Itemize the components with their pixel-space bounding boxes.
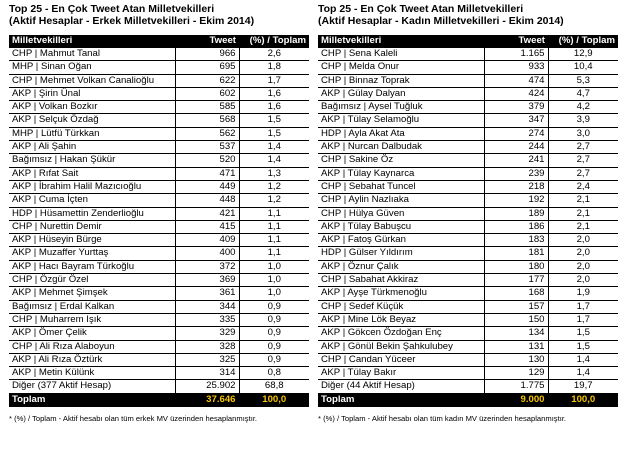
percent-cell: 2,0 [548, 260, 618, 273]
table-row [318, 114, 618, 127]
table-row [318, 313, 618, 326]
tweet-count-cell: 328 [175, 340, 239, 353]
mp-name-cell: Diğer (377 Aktif Hesap) [9, 380, 175, 393]
percent-cell: 3,9 [548, 114, 618, 127]
percent-cell: 68,8 [239, 380, 309, 393]
table-row [9, 380, 309, 393]
mp-name-cell: AKP | Ömer Çelik [9, 327, 175, 340]
percent-cell: 2,7 [548, 141, 618, 154]
percent-cell: 1,4 [239, 141, 309, 154]
table-row [318, 274, 618, 287]
mp-name-cell: HDP | Hüsamettin Zenderlioğlu [9, 207, 175, 220]
table-row [9, 234, 309, 247]
table-row [9, 87, 309, 100]
tweet-count-cell: 562 [175, 127, 239, 140]
table-row [9, 101, 309, 114]
footnote: * (%) / Toplam - Aktif hesabı olan tüm erkek MV üzerinden hesaplanmıştır. [9, 413, 258, 423]
tweet-count-cell: 244 [484, 141, 548, 154]
mp-name-cell: CHP | Sabahat Akkiraz [318, 274, 484, 287]
table-row [9, 340, 309, 353]
tweet-count-cell: 239 [484, 167, 548, 180]
percent-cell: 1,2 [239, 194, 309, 207]
percent-cell: 2,0 [548, 247, 618, 260]
table-row [318, 247, 618, 260]
table-row [318, 194, 618, 207]
percent-cell: 0,9 [239, 300, 309, 313]
tweet-count-cell: 25.902 [175, 380, 239, 393]
table-row [318, 101, 618, 114]
percent-cell: 1,5 [239, 127, 309, 140]
table-row [318, 380, 618, 393]
percent-cell: 1,1 [239, 247, 309, 260]
table-row [9, 260, 309, 273]
tweet-count-cell: 177 [484, 274, 548, 287]
table-row [9, 141, 309, 154]
tweet-count-cell: 424 [484, 87, 548, 100]
percent-cell: 2,1 [548, 194, 618, 207]
total-percent: 100,0 [548, 393, 618, 407]
tweet-count-cell: 409 [175, 234, 239, 247]
tweet-count-cell: 602 [175, 87, 239, 100]
percent-cell: 10,4 [548, 61, 618, 74]
percent-cell: 2,1 [548, 207, 618, 220]
percent-cell: 1,5 [548, 327, 618, 340]
table-row [318, 287, 618, 300]
tweet-count-cell: 933 [484, 61, 548, 74]
table-row [9, 313, 309, 326]
percent-cell: 0,9 [239, 313, 309, 326]
mp-name-cell: CHP | Sedef Küçük [318, 300, 484, 313]
percent-cell: 1,1 [239, 234, 309, 247]
tweet-count-cell: 347 [484, 114, 548, 127]
tweet-count-cell: 471 [175, 167, 239, 180]
percent-cell: 1,1 [239, 220, 309, 233]
tweet-count-cell: 189 [484, 207, 548, 220]
tweet-count-cell: 568 [175, 114, 239, 127]
table-row [9, 274, 309, 287]
tweet-count-cell: 1.165 [484, 48, 548, 61]
table-row [9, 127, 309, 140]
mp-name-cell: MHP | Sinan Oğan [9, 61, 175, 74]
mp-name-cell: Bağımsız | Hakan Şükür [9, 154, 175, 167]
header-tweet: Tweet [484, 35, 548, 48]
mp-name-cell: AKP | Gönül Bekin Şahkulubey [318, 340, 484, 353]
tweet-count-cell: 335 [175, 313, 239, 326]
mp-name-cell: AKP | Ali Şahin [9, 141, 175, 154]
tweet-count-cell: 361 [175, 287, 239, 300]
tweet-count-cell: 150 [484, 313, 548, 326]
percent-cell: 19,7 [548, 380, 618, 393]
percent-cell: 1,3 [239, 167, 309, 180]
table-row [9, 194, 309, 207]
tweet-count-cell: 421 [175, 207, 239, 220]
tweet-count-cell: 695 [175, 61, 239, 74]
female-mp-table [318, 35, 618, 407]
percent-cell: 2,7 [548, 167, 618, 180]
mp-name-cell: AKP | Cuma İçten [9, 194, 175, 207]
table-row [318, 353, 618, 366]
mp-name-cell: Bağımsız | Aysel Tuğluk [318, 101, 484, 114]
tweet-count-cell: 379 [484, 101, 548, 114]
mp-name-cell: CHP | Nurettin Demir [9, 220, 175, 233]
mp-name-cell: HDP | Ayla Akat Ata [318, 127, 484, 140]
table-row [9, 207, 309, 220]
percent-cell: 1,7 [239, 74, 309, 87]
tweet-count-cell: 1.775 [484, 380, 548, 393]
tweet-count-cell: 585 [175, 101, 239, 114]
table-header-row [9, 35, 309, 48]
mp-name-cell: AKP | Rıfat Sait [9, 167, 175, 180]
mp-name-cell: AKP | Öznur Çalık [318, 260, 484, 273]
table-row [9, 353, 309, 366]
percent-cell: 2,6 [239, 48, 309, 61]
tweet-count-cell: 180 [484, 260, 548, 273]
table-row [318, 220, 618, 233]
percent-cell: 1,6 [239, 87, 309, 100]
percent-cell: 1,2 [239, 180, 309, 193]
mp-name-cell: AKP | Tülay Kaynarca [318, 167, 484, 180]
tweet-count-cell: 314 [175, 367, 239, 380]
percent-cell: 1,9 [548, 287, 618, 300]
tweet-count-cell: 131 [484, 340, 548, 353]
percent-cell: 1,7 [548, 300, 618, 313]
mp-name-cell: AKP | Mine Lök Beyaz [318, 313, 484, 326]
mp-name-cell: AKP | Hacı Bayram Türkoğlu [9, 260, 175, 273]
percent-cell: 1,0 [239, 260, 309, 273]
tweet-count-cell: 134 [484, 327, 548, 340]
tweet-count-cell: 129 [484, 367, 548, 380]
tweet-count-cell: 130 [484, 353, 548, 366]
mp-name-cell: CHP | Sakine Öz [318, 154, 484, 167]
mp-name-cell: CHP | Mehmet Volkan Canalioğlu [9, 74, 175, 87]
table-row [318, 127, 618, 140]
percent-cell: 5,3 [548, 74, 618, 87]
table-header-row [318, 35, 618, 48]
mp-name-cell: AKP | Ali Rıza Öztürk [9, 353, 175, 366]
percent-cell: 1,4 [239, 154, 309, 167]
mp-name-cell: AKP | Volkan Bozkır [9, 101, 175, 114]
panel-subtitle: (Aktif Hesaplar - Kadın Milletvekilleri - Ekim 2014) [318, 15, 564, 27]
mp-name-cell: CHP | Aylin Nazlıaka [318, 194, 484, 207]
male-mp-table [9, 35, 309, 407]
table-row [9, 367, 309, 380]
table-row [9, 114, 309, 127]
total-row [318, 393, 618, 407]
table-row [318, 300, 618, 313]
table-row [9, 327, 309, 340]
percent-cell: 2,4 [548, 180, 618, 193]
table-row [318, 48, 618, 61]
total-label: Toplam [318, 393, 484, 407]
tweet-count-cell: 400 [175, 247, 239, 260]
header-tweet: Tweet [175, 35, 239, 48]
header-mps: Milletvekilleri [9, 35, 175, 48]
percent-cell: 0,9 [239, 353, 309, 366]
mp-name-cell: CHP | Muharrem Işık [9, 313, 175, 326]
mp-name-cell: HDP | Gülser Yıldırım [318, 247, 484, 260]
percent-cell: 2,0 [548, 234, 618, 247]
female-mp-panel [318, 3, 618, 424]
tweet-count-cell: 369 [175, 274, 239, 287]
mp-name-cell: AKP | Tülay Selamoğlu [318, 114, 484, 127]
percent-cell: 0,9 [239, 340, 309, 353]
mp-name-cell: AKP | Nurcan Dalbudak [318, 141, 484, 154]
table-row [318, 180, 618, 193]
male-mp-panel [9, 3, 309, 424]
tweet-count-cell: 325 [175, 353, 239, 366]
mp-name-cell: CHP | Sena Kaleli [318, 48, 484, 61]
percent-cell: 1,0 [239, 287, 309, 300]
tweet-count-cell: 344 [175, 300, 239, 313]
mp-name-cell: AKP | Fatoş Gürkan [318, 234, 484, 247]
mp-name-cell: AKP | Gökcen Özdoğan Enç [318, 327, 484, 340]
table-row [9, 167, 309, 180]
mp-name-cell: MHP | Lütfü Türkkan [9, 127, 175, 140]
table-row [318, 61, 618, 74]
mp-name-cell: AKP | Gülay Dalyan [318, 87, 484, 100]
mp-name-cell: CHP | Melda Onur [318, 61, 484, 74]
tweet-count-cell: 181 [484, 247, 548, 260]
percent-cell: 0,8 [239, 367, 309, 380]
table-row [9, 287, 309, 300]
panel-title: Top 25 - En Çok Tweet Atan Milletvekilleri [318, 3, 524, 15]
percent-cell: 0,9 [239, 327, 309, 340]
tweet-count-cell: 186 [484, 220, 548, 233]
tweet-count-cell: 474 [484, 74, 548, 87]
table-row [318, 74, 618, 87]
tweet-count-cell: 448 [175, 194, 239, 207]
tweet-count-cell: 372 [175, 260, 239, 273]
mp-name-cell: AKP | İbrahim Halil Mazıcıoğlu [9, 180, 175, 193]
tweet-count-cell: 183 [484, 234, 548, 247]
mp-name-cell: AKP | Tülay Babuşcu [318, 220, 484, 233]
mp-name-cell: Bağımsız | Erdal Kalkan [9, 300, 175, 313]
table-row [318, 367, 618, 380]
table-row [9, 74, 309, 87]
tweet-count-cell: 157 [484, 300, 548, 313]
percent-cell: 1,5 [239, 114, 309, 127]
mp-name-cell: CHP | Binnaz Toprak [318, 74, 484, 87]
total-tweet: 37.646 [175, 393, 239, 407]
header-percent: (%) / Toplam [239, 35, 309, 48]
mp-name-cell: AKP | Metin Külünk [9, 367, 175, 380]
percent-cell: 1,5 [548, 340, 618, 353]
mp-name-cell: CHP | Mahmut Tanal [9, 48, 175, 61]
tweet-count-cell: 622 [175, 74, 239, 87]
percent-cell: 3,0 [548, 127, 618, 140]
tweet-count-cell: 966 [175, 48, 239, 61]
percent-cell: 4,2 [548, 101, 618, 114]
percent-cell: 12,9 [548, 48, 618, 61]
footnote: * (%) / Toplam - Aktif hesabı olan tüm kadın MV üzerinden hesaplanmıştır. [318, 413, 567, 423]
tweet-count-cell: 241 [484, 154, 548, 167]
table-row [9, 180, 309, 193]
percent-cell: 1,8 [239, 61, 309, 74]
header-mps: Milletvekilleri [318, 35, 484, 48]
mp-name-cell: AKP | Tülay Bakır [318, 367, 484, 380]
mp-name-cell: CHP | Candan Yüceer [318, 353, 484, 366]
table-row [318, 167, 618, 180]
mp-name-cell: AKP | Muzaffer Yurttaş [9, 247, 175, 260]
percent-cell: 1,1 [239, 207, 309, 220]
percent-cell: 1,4 [548, 353, 618, 366]
mp-name-cell: CHP | Özgür Özel [9, 274, 175, 287]
tweet-count-cell: 520 [175, 154, 239, 167]
percent-cell: 1,7 [548, 313, 618, 326]
mp-name-cell: Diğer (44 Aktif Hesap) [318, 380, 484, 393]
tweet-count-cell: 274 [484, 127, 548, 140]
mp-name-cell: AKP | Hüseyin Bürge [9, 234, 175, 247]
percent-cell: 2,1 [548, 220, 618, 233]
tweet-count-cell: 415 [175, 220, 239, 233]
table-row [318, 340, 618, 353]
total-percent: 100,0 [239, 393, 309, 407]
percent-cell: 2,0 [548, 274, 618, 287]
mp-name-cell: CHP | Sebahat Tuncel [318, 180, 484, 193]
table-row [318, 327, 618, 340]
percent-cell: 4,7 [548, 87, 618, 100]
total-label: Toplam [9, 393, 175, 407]
tweet-count-cell: 218 [484, 180, 548, 193]
table-row [9, 48, 309, 61]
table-row [318, 141, 618, 154]
table-row [9, 220, 309, 233]
total-row [9, 393, 309, 407]
table-row [318, 234, 618, 247]
percent-cell: 1,6 [239, 101, 309, 114]
total-tweet: 9.000 [484, 393, 548, 407]
table-row [318, 87, 618, 100]
mp-name-cell: CHP | Hülya Güven [318, 207, 484, 220]
panel-subtitle: (Aktif Hesaplar - Erkek Milletvekilleri - Ekim 2014) [9, 15, 255, 27]
tweet-count-cell: 329 [175, 327, 239, 340]
table-row [9, 247, 309, 260]
table-row [9, 154, 309, 167]
tweet-count-cell: 449 [175, 180, 239, 193]
mp-name-cell: AKP | Şirin Ünal [9, 87, 175, 100]
percent-cell: 1,0 [239, 274, 309, 287]
tweet-count-cell: 537 [175, 141, 239, 154]
panel-title: Top 25 - En Çok Tweet Atan Milletvekilleri [9, 3, 215, 15]
percent-cell: 2,7 [548, 154, 618, 167]
header-percent: (%) / Toplam [548, 35, 618, 48]
table-row [318, 154, 618, 167]
mp-name-cell: AKP | Ayşe Türkmenoğlu [318, 287, 484, 300]
tweet-count-cell: 168 [484, 287, 548, 300]
percent-cell: 1,4 [548, 367, 618, 380]
table-row [9, 300, 309, 313]
mp-name-cell: AKP | Selçuk Özdağ [9, 114, 175, 127]
mp-name-cell: CHP | Ali Rıza Alaboyun [9, 340, 175, 353]
tweet-count-cell: 192 [484, 194, 548, 207]
mp-name-cell: AKP | Mehmet Şimşek [9, 287, 175, 300]
table-row [318, 207, 618, 220]
table-row [318, 260, 618, 273]
table-row [9, 61, 309, 74]
